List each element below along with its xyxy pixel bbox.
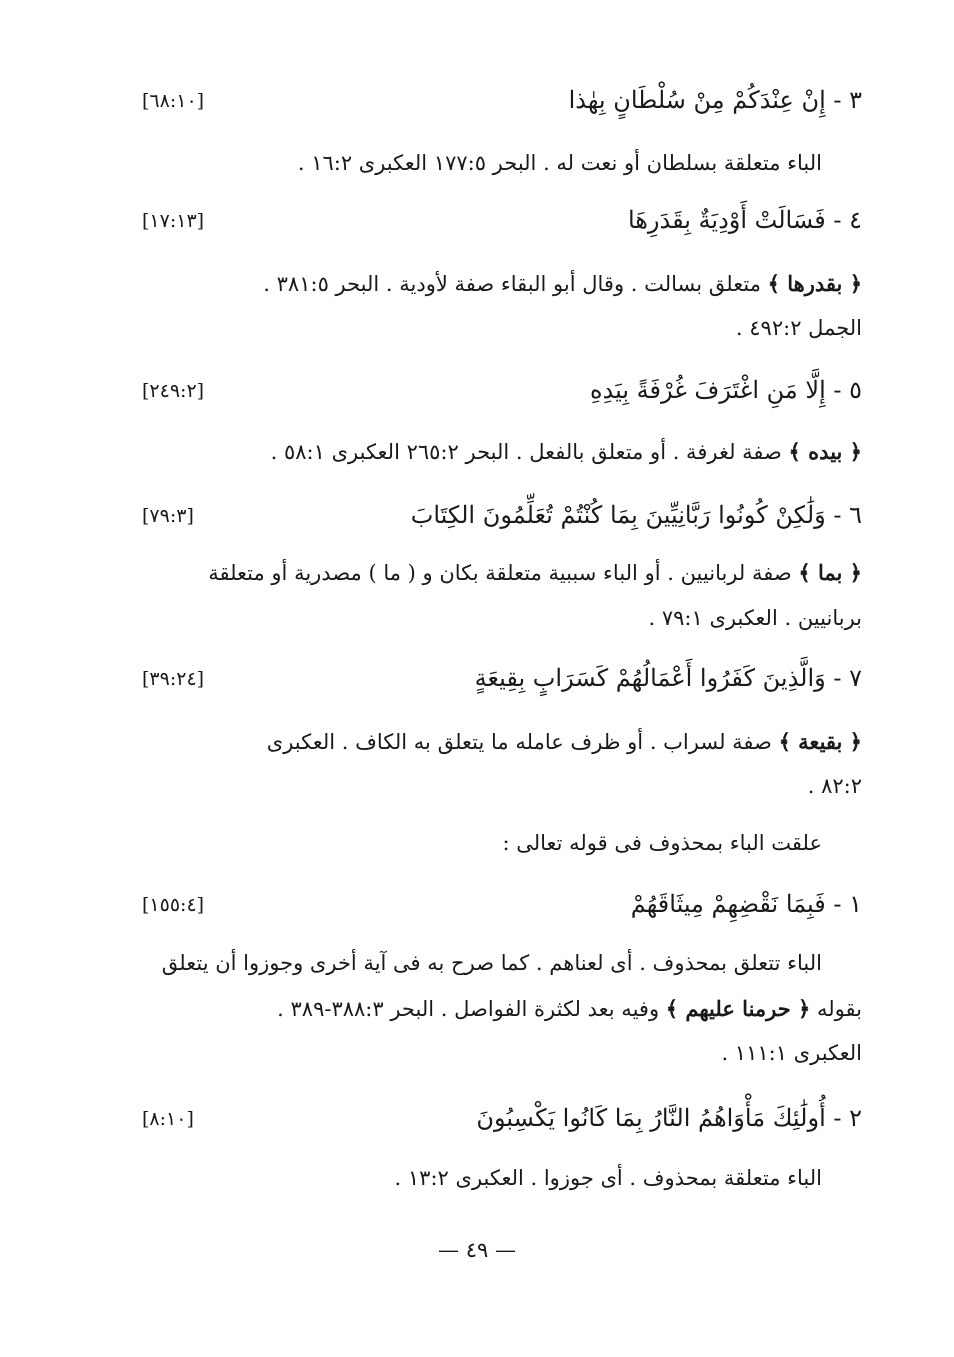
verse-line-5 (142, 370, 862, 410)
commentary-line: العكبرى ١١١:١ . (721, 1041, 862, 1065)
commentary-line (142, 268, 862, 300)
commentary-line (142, 436, 862, 468)
commentary-line: الباء متعلقة بمحذوف . أى جوزوا . العكبرى ١٣:٢ . (394, 1166, 822, 1190)
commentary-text: متعلق بسالت . وقال أبو البقاء صفة لأودية . البحر ٣٨١:٥ . (263, 272, 768, 296)
commentary-text: صفة لغرفة . أو متعلق بالفعل . البحر ٢٦٥:٢ العكبرى ٥٨:١ . (270, 440, 789, 464)
section-heading: علقت الباء بمحذوف فى قوله تعالى : (502, 831, 822, 855)
verse-reference: [٣٩:٢٤] (142, 668, 205, 690)
keyword: ﴿ بقيعة ﴾ (778, 729, 862, 754)
verse-line-2 (142, 1098, 862, 1138)
commentary-line (142, 993, 862, 1025)
commentary-text: صفة لربانيين . أو الباء سببية متعلقة بكان و ( ما ) مصدرية أو متعلقة (208, 561, 799, 585)
commentary-line: الباء تتعلق بمحذوف . أى لعناهم . كما صرح به فى آية أخرى وجوزوا أن يتعلق (161, 951, 822, 975)
verse-text: ٣ - إِنْ عِنْدَكُمْ مِنْ سُلْطَانٍ بِهٰذا (568, 86, 862, 114)
verse-text: ٥ - إِلَّا مَنِ اغْتَرَفَ غُرْفَةً بِيَدِهِ (589, 376, 862, 404)
verse-line-6 (142, 495, 862, 535)
commentary-line: بربانيين . العكبرى ٧٩:١ . (648, 606, 862, 630)
commentary-text: وفيه بعد لكثرة الفواصل . البحر ٣٨٨:٣-٣٨٩ . (277, 997, 666, 1021)
verse-reference: [٢٤٩:٢] (142, 380, 205, 402)
verse-text: ١ - فَبِمَا نَقْضِهِمْ مِيثَاقَهُمْ (630, 890, 862, 918)
commentary-text: بقوله (810, 997, 862, 1021)
verse-text: ٧ - وَالَّذِينَ كَفَرُوا أَعْمَالُهُمْ كَسَرَابٍ بِقِيعَةٍ (474, 664, 862, 692)
commentary-line (142, 557, 862, 589)
verse-text: ٦ - وَلَٰكِنْ كُونُوا رَبَّانِيِّينَ بِمَا كُنْتُمْ تُعَلِّمُونَ الكِتَابَ (410, 501, 862, 529)
keyword: ﴿ بما ﴾ (798, 560, 862, 585)
verse-reference: [٨:١٠] (142, 1108, 194, 1130)
commentary-line (142, 726, 862, 758)
page-number: — ٤٩ — (438, 1238, 516, 1262)
commentary-line: الجمل ٤٩٢:٢ . (735, 316, 862, 340)
verse-line-3 (142, 80, 862, 120)
verse-reference: [٦٨:١٠] (142, 90, 205, 112)
verse-text: ٤ - فَسَالَتْ أَوْدِيَةٌ بِقَدَرِهَا (627, 206, 862, 234)
verse-reference: [١٥٥:٤] (142, 894, 205, 916)
verse-reference: [١٧:١٣] (142, 210, 205, 232)
commentary-line: الباء متعلقة بسلطان أو نعت له . البحر ١٧٧:٥ العكبرى ١٦:٢ . (297, 151, 822, 175)
keyword: ﴿ حرمنا عليهم ﴾ (665, 996, 811, 1021)
commentary-text: صفة لسراب . أو ظرف عامله ما يتعلق به الكاف . العكبرى (266, 730, 779, 754)
keyword: ﴿ بيده ﴾ (788, 439, 862, 464)
verse-line-4 (142, 200, 862, 240)
keyword: ﴿ بقدرها ﴾ (767, 271, 862, 296)
verse-reference: [٧٩:٣] (142, 505, 194, 527)
verse-line-7 (142, 658, 862, 698)
commentary-line: ٨٢:٢ . (807, 774, 862, 798)
verse-text: ٢ - أُولَٰئِكَ مَأْوَاهُمُ النَّارُ بِمَا كَانُوا يَكْسِبُونَ (476, 1104, 862, 1132)
verse-line-1 (142, 884, 862, 924)
